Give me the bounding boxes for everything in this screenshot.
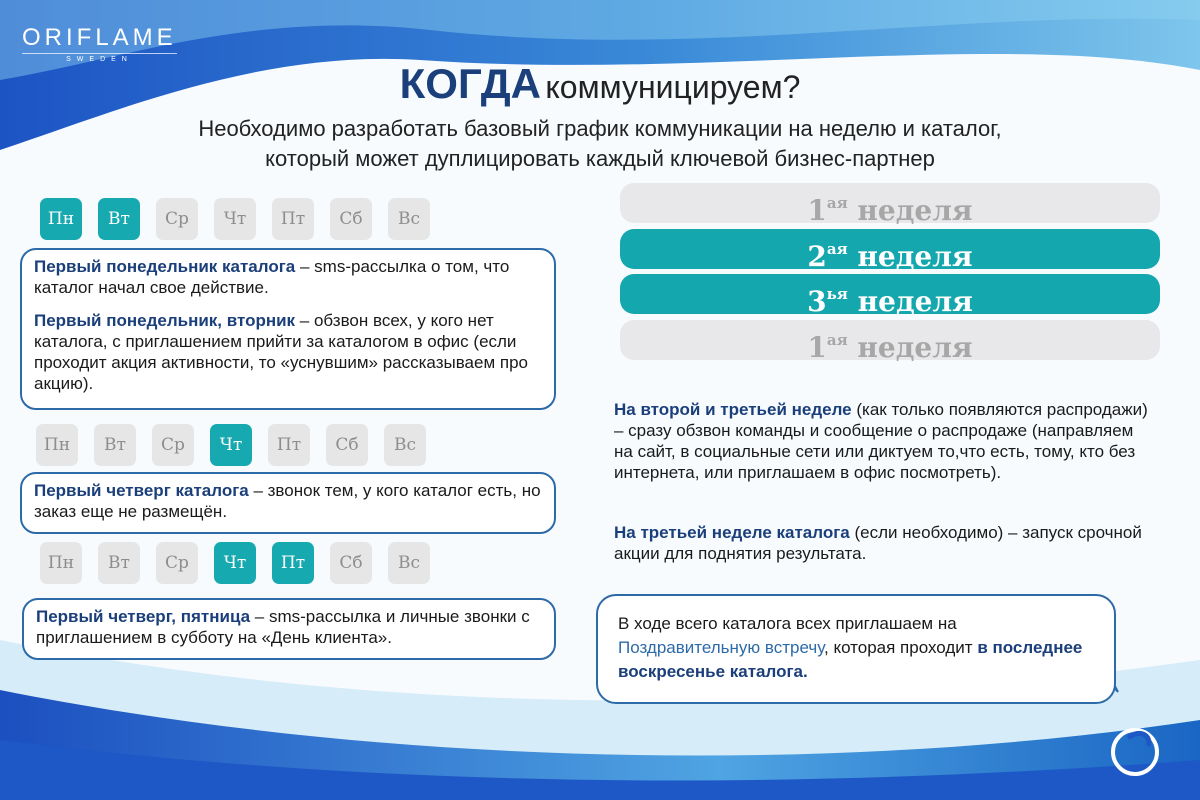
week-suffix: ая xyxy=(826,331,848,349)
note-paragraph xyxy=(34,256,542,298)
note-bold: На второй и третьей неделе xyxy=(614,400,852,419)
weekday-row-3 xyxy=(40,542,430,584)
day-chip: Чт xyxy=(214,542,256,584)
day-chip: Вс xyxy=(388,198,430,240)
oriflame-logo xyxy=(22,24,182,63)
week-label: неделя xyxy=(857,331,973,364)
note-bold: На третьей неделе каталога xyxy=(614,523,850,542)
note-weeks-2-3 xyxy=(614,399,1154,483)
day-chip: Вт xyxy=(98,542,140,584)
week-suffix: ая xyxy=(826,240,848,258)
note-box-monday xyxy=(20,248,556,410)
week-bar xyxy=(620,229,1160,273)
week-bar xyxy=(620,320,1160,364)
note-bold: Первый четверг, пятница xyxy=(36,607,251,626)
week-number: 1 xyxy=(807,331,827,364)
week-bar xyxy=(620,183,1160,227)
title-strong: КОГДА xyxy=(399,60,541,107)
day-chip: Чт xyxy=(210,424,252,466)
logo-wordmark: ORIFLAME xyxy=(22,24,177,51)
bubble-meeting-link: Поздравительную встречу xyxy=(618,638,825,657)
bubble-text-2: , которая проходит xyxy=(824,638,978,657)
day-chip: Пт xyxy=(272,198,314,240)
weekday-row-2 xyxy=(36,424,426,466)
note-text: – обзвон всех, у кого нет каталога, с приглашением прийти за каталогом в офис (если проходит акция активности, то «уснувшим» рассказываем про акцию). xyxy=(34,311,528,393)
subtitle-line-2: который может дуплицировать каждый ключевой бизнес-партнер xyxy=(265,146,935,171)
day-chip: Пн xyxy=(40,542,82,584)
speech-bubble xyxy=(596,594,1116,704)
note-bold: Первый понедельник каталога xyxy=(34,257,296,276)
week-number: 2 xyxy=(807,240,827,273)
week-label: неделя xyxy=(857,240,973,273)
week-label: неделя xyxy=(857,194,973,227)
week-number: 3 xyxy=(807,285,827,318)
day-chip: Ср xyxy=(156,542,198,584)
bubble-text-1: В ходе всего каталога всех приглашаем на xyxy=(618,614,957,633)
note-paragraph xyxy=(36,606,542,648)
logo-tagline: SWEDEN xyxy=(22,53,177,63)
day-chip: Вт xyxy=(94,424,136,466)
day-chip: Сб xyxy=(330,542,372,584)
slide-title xyxy=(0,60,1200,108)
note-text: – sms-рассылка о том, что каталог начал свое действие. xyxy=(34,257,510,297)
week-suffix: ая xyxy=(826,194,848,212)
day-chip: Пт xyxy=(268,424,310,466)
subtitle-line-1: Необходимо разработать базовый график коммуникации на неделю и каталог, xyxy=(198,116,1002,141)
day-chip: Сб xyxy=(330,198,372,240)
weekday-row-1 xyxy=(40,198,430,240)
note-bold: Первый понедельник, вторник xyxy=(34,311,296,330)
day-chip: Вт xyxy=(98,198,140,240)
day-chip: Сб xyxy=(326,424,368,466)
day-chip: Ср xyxy=(156,198,198,240)
note-text: (если необходимо) – запуск срочной акции для поднятия результата. xyxy=(614,523,1142,563)
day-chip: Вс xyxy=(384,424,426,466)
day-chip: Ср xyxy=(152,424,194,466)
note-box-thursday xyxy=(20,472,556,534)
note-text: (как только появляются распродажи) – сразу обзвон команды и сообщение о распродаже (направляем на сайт, в социальные сети или диктуем то,что есть, тому, кто без интернета, или приглашаем в офис посмотреть). xyxy=(614,400,1148,482)
day-chip: Пт xyxy=(272,542,314,584)
week-bar xyxy=(620,274,1160,318)
note-bold: Первый четверг каталога xyxy=(34,481,249,500)
note-week-3 xyxy=(614,522,1154,564)
bubble-bold: в последнее воскресенье каталога. xyxy=(618,638,1083,681)
day-chip: Пн xyxy=(40,198,82,240)
note-paragraph xyxy=(34,310,542,394)
week-label: неделя xyxy=(857,285,973,318)
note-paragraph xyxy=(34,480,542,522)
day-chip: Вс xyxy=(388,542,430,584)
week-suffix: ья xyxy=(826,285,848,303)
title-rest: коммуницируем? xyxy=(545,69,801,105)
day-chip: Пн xyxy=(36,424,78,466)
week-number: 1 xyxy=(807,194,827,227)
day-chip: Чт xyxy=(214,198,256,240)
note-text: – sms-рассылка и личные звонки с приглашением в субботу на «День клиента». xyxy=(36,607,530,647)
note-box-friday xyxy=(22,598,556,660)
slide-subtitle xyxy=(100,114,1100,174)
note-text: – звонок тем, у кого каталог есть, но заказ еще не размещён. xyxy=(34,481,541,521)
